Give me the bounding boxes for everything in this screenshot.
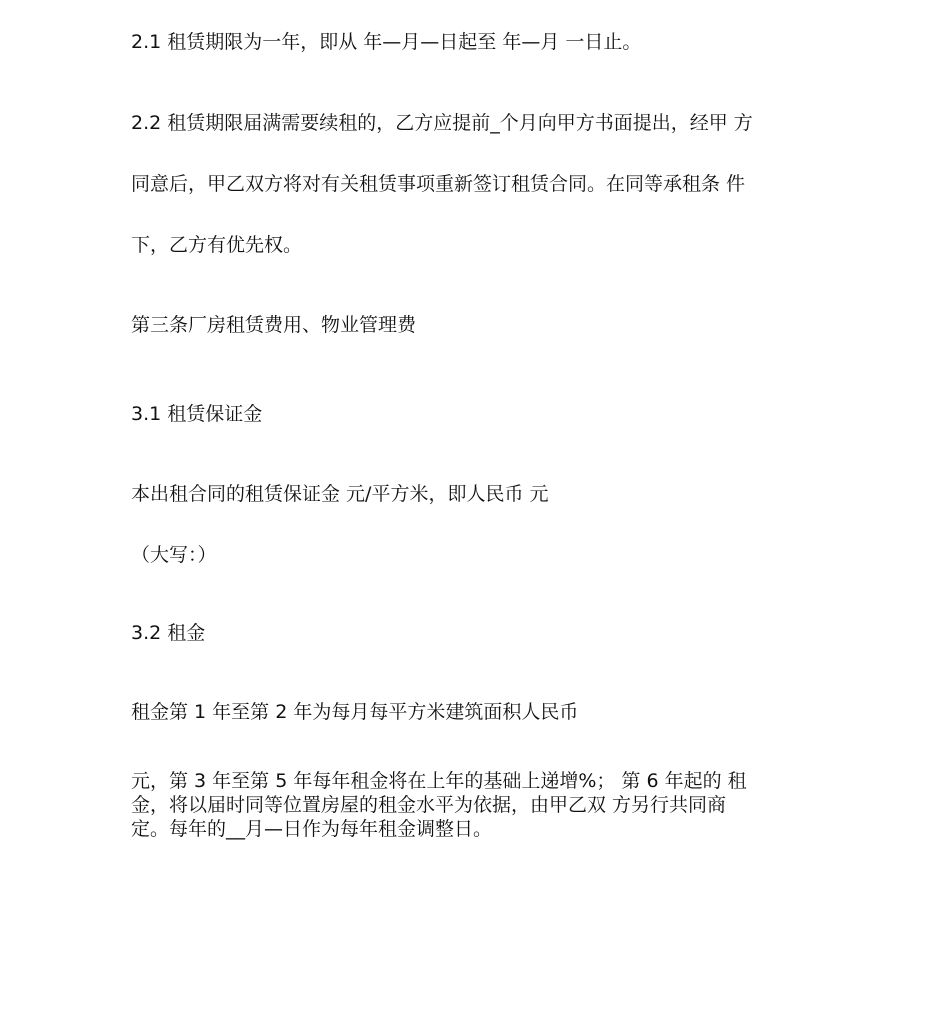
clause-3-1-title: 3.1 租赁保证金 xyxy=(131,403,263,425)
clause-2-1: 2.1 租赁期限为一年，即从 年—月—日起至 年—月 一日止。 xyxy=(131,31,642,53)
deposit-capital: （大写：） xyxy=(131,544,217,566)
rent-line-1: 租金第 1 年至第 2 年为每月每平方米建筑面积人民币 xyxy=(131,701,579,723)
deposit-text: 本出租合同的租赁保证金 元/平方米，即人民币 元 xyxy=(131,483,549,505)
rent-paragraph xyxy=(131,769,781,841)
clause-2-2-line-3: 下，乙方有优先权。 xyxy=(131,234,303,256)
clause-2-2-line-1: 2.2 租赁期限届满需要续租的，乙方应提前_个月向甲方书面提出，经甲 方 xyxy=(131,112,753,134)
rent-paragraph-line-2: 金，将以届时同等位置房屋的租金水平为依据，由甲乙双 方另行共同商 xyxy=(131,794,727,816)
clause-3-2-title: 3.2 租金 xyxy=(131,622,206,644)
article-3-title: 第三条厂房租赁费用、物业管理费 xyxy=(131,314,417,336)
rent-paragraph-line-1: 元，第 3 年至第 5 年每年租金将在上年的基础上递增%； 第 6 年起的 租 xyxy=(131,770,747,792)
clause-2-2-line-2: 同意后，甲乙双方将对有关租赁事项重新签订租赁合同。在同等承租条 件 xyxy=(131,173,746,195)
rent-paragraph-line-3: 定。每年的__月—日作为每年租金调整日。 xyxy=(131,818,493,840)
